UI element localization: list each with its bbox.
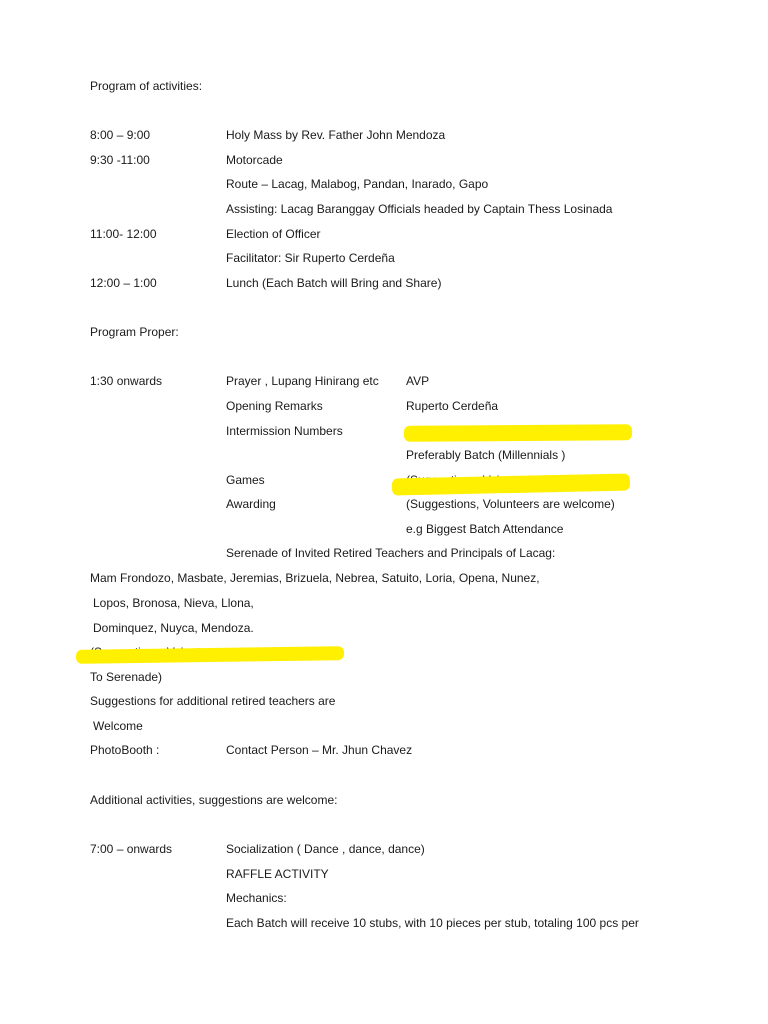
schedule-desc: Assisting: Lacag Baranggay Officials headed by Captain Thess Losinada [226,202,613,216]
highlighter-mark [392,474,630,496]
schedule-time: 9:30 -11:00 [90,153,150,167]
proper-item: Awarding [226,497,276,511]
evening-raffle: RAFFLE ACTIVITY [226,867,329,881]
proper-note: (Suggestions, Volunteers are welcome) [406,497,615,511]
serenade-names: Lopos, Bronosa, Nieva, Llona, [93,596,254,610]
proper-item: Opening Remarks [226,399,323,413]
proper-item: Prayer , Lupang Hinirang etc [226,374,379,388]
evening-stubs: Each Batch will receive 10 stubs, with 10 pieces per stub, totaling 100 pcs per [226,916,639,930]
proper-note: Preferably Batch (Millennials ) [406,448,566,462]
serenade-suggest: Welcome [93,719,143,733]
heading-program-proper: Program Proper: [90,325,179,339]
photobooth-label: PhotoBooth : [90,743,160,757]
schedule-desc: Route – Lacag, Malabog, Pandan, Inarado, Gapo [226,177,489,191]
proper-item: Intermission Numbers [226,424,343,438]
highlighter-mark [76,646,344,664]
schedule-desc: Election of Officer [226,227,321,241]
evening-socialization: Socialization ( Dance , dance, dance) [226,842,425,856]
serenade-title: Serenade of Invited Retired Teachers and Principals of Lacag: [226,546,556,560]
schedule-desc: Facilitator: Sir Ruperto Cerdeña [226,251,395,265]
proper-note: Ruperto Cerdeña [406,399,499,413]
schedule-desc: Lunch (Each Batch will Bring and Share) [226,276,442,290]
schedule-desc: Motorcade [226,153,283,167]
heading-additional: Additional activities, suggestions are welcome: [90,793,338,807]
highlighter-mark [404,424,632,442]
evening-mechanics: Mechanics: [226,891,287,905]
heading-activities: Program of activities: [90,79,203,93]
proper-item: Games [226,473,265,487]
serenade-suggest: Suggestions for additional retired teachers are [90,694,336,708]
proper-note: e.g Biggest Batch Attendance [406,522,564,536]
serenade-names: Mam Frondozo, Masbate, Jeremias, Brizuela, Nebrea, Satuito, Loria, Opena, Nunez, [90,571,540,585]
proper-time: 1:30 onwards [90,374,163,388]
schedule-time: 11:00- 12:00 [90,227,157,241]
schedule-time: 8:00 – 9:00 [90,128,151,142]
serenade-volunteer: To Serenade) [90,670,163,684]
evening-time: 7:00 – onwards [90,842,173,856]
proper-note: AVP [406,374,430,388]
serenade-names: Dominquez, Nuyca, Mendoza. [93,621,254,635]
photobooth-contact: Contact Person – Mr. Jhun Chavez [226,743,413,757]
schedule-desc: Holy Mass by Rev. Father John Mendoza [226,128,446,142]
schedule-time: 12:00 – 1:00 [90,276,157,290]
